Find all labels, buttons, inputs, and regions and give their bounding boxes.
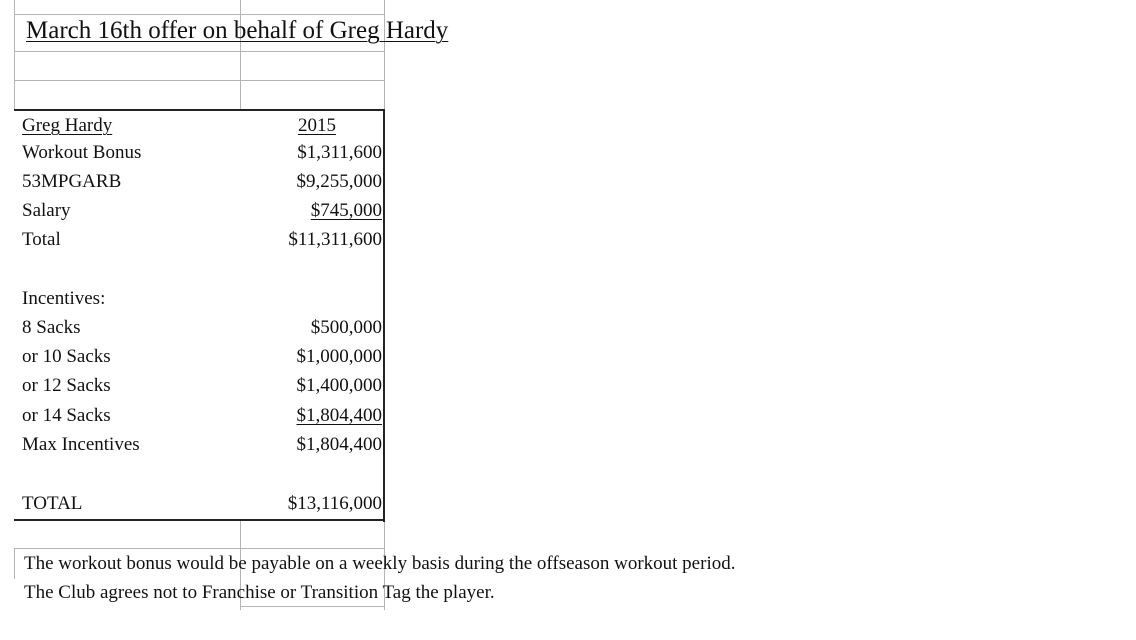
row-value: $500,000: [310, 317, 382, 338]
note-line: The workout bonus would be payable on a weekly basis during the offseason workout period.: [24, 553, 736, 574]
row-label: Max Incentives: [22, 434, 140, 455]
row-label: 53MPGARB: [22, 171, 122, 192]
table-row: [22, 138, 382, 167]
table-row: [22, 225, 382, 254]
row-label: Total: [22, 229, 61, 250]
table-row: [22, 401, 382, 430]
incentives-heading: Incentives:: [22, 288, 106, 309]
table-row: [22, 313, 382, 342]
total-row: [22, 489, 382, 518]
row-label: or 10 Sacks: [22, 346, 111, 367]
row-value: $11,311,600: [288, 229, 382, 250]
year-header: 2015: [298, 115, 336, 136]
row-label: 8 Sacks: [22, 317, 81, 338]
incentives-heading-row: [22, 284, 382, 313]
row-value: $9,255,000: [296, 171, 382, 192]
row-value: $1,311,600: [297, 142, 382, 163]
page-title: [26, 14, 448, 48]
row-value: $1,804,400: [296, 405, 382, 426]
player-name-header: Greg Hardy: [22, 115, 113, 136]
table-row: [22, 167, 382, 196]
table-row: [22, 430, 382, 459]
row-value: $1,400,000: [296, 375, 382, 396]
row-value: $1,804,400: [296, 434, 382, 455]
row-label: Salary: [22, 200, 71, 221]
total-label: TOTAL: [22, 493, 83, 514]
table-row: [22, 196, 382, 225]
row-value: $1,000,000: [296, 346, 382, 367]
row-label: or 14 Sacks: [22, 405, 111, 426]
note-line: The Club agrees not to Franchise or Transition Tag the player.: [24, 582, 495, 603]
row-value: $745,000: [310, 200, 382, 221]
title-text: March 16th offer on behalf of Greg Hardy: [26, 17, 449, 44]
row-label: Workout Bonus: [22, 142, 142, 163]
table-header-row: [22, 111, 382, 140]
table-row: [22, 342, 382, 371]
row-label: or 12 Sacks: [22, 375, 111, 396]
total-value: $13,116,000: [287, 493, 382, 514]
table-row: [22, 371, 382, 400]
